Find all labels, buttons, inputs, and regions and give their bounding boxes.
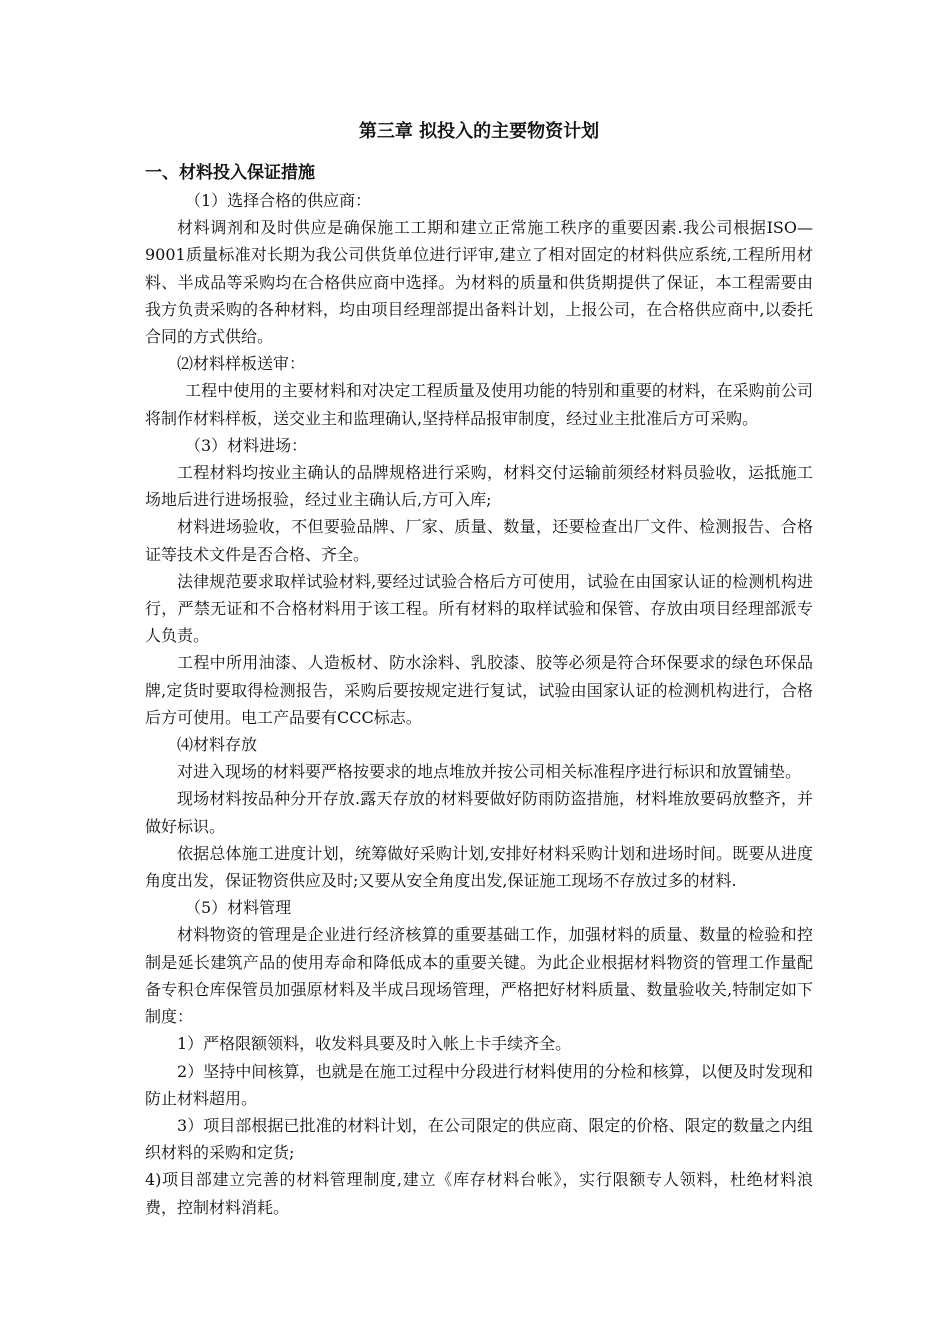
paragraph: 工程材料均按业主确认的品牌规格进行采购，材料交付运输前须经材料员验收，运抵施工场地后进行进场报验，经过业主确认后,方可入库; — [145, 463, 813, 510]
paragraph: 材料调剂和及时供应是确保施工工期和建立正常施工秩序的重要因素.我公司根据ISO—9001质量标准对长期为我公司供货单位进行评审,建立了相对固定的材料供应系统,工程所用材料、半成品等采购均在合格供应商中选择。为材料的质量和供货期提供了保证，本工程需要由我方负责采购的各种材料，均由项目经理部提出备料计划，上报公司，在合格供应商中,以委托合同的方式供给。 — [145, 218, 813, 347]
subheading-material-entry: （3）材料进场： — [185, 435, 308, 455]
rule-item-1: 1）严格限额领料，收发料具要及时入帐上卡手续齐全。 — [177, 1034, 572, 1054]
paragraph: 依据总体施工进度计划，统筹做好采购计划,安排好材料采购计划和进场时间。既要从进度角度出发，保证物资供应及时;又要从安全角度出发,保证施工现场不存放过多的材料. — [145, 843, 813, 891]
paragraph: 现场材料按品种分开存放.露天存放的材料要做好防雨防盗措施，材料堆放要码放整齐，并做好标识。 — [145, 789, 813, 836]
paragraph: 工程中所用油漆、人造板材、防水涂料、乳胶漆、胶等必须是符合环保要求的绿色环保品牌,定货时要取得检测报告，采购后要按规定进行复试，试验由国家认证的检测机构进行，合格后方可使用。电工产品要有CCC标志。 — [145, 653, 813, 727]
paragraph: 工程中使用的主要材料和对决定工程质量及使用功能的特别和重要的材料，在采购前公司将制作材料样板，送交业主和监理确认,坚持样品报审制度，经过业主批准后方可采购。 — [145, 381, 813, 428]
paragraph: 法律规范要求取样试验材料,要经过试验合格后方可使用，试验在由国家认证的检测机构进行，严禁无证和不合格材料用于该工程。所有材料的取样试验和保管、存放由项目经理部派专人负责。 — [145, 571, 813, 646]
section-heading: 一、材料投入保证措施 — [145, 163, 315, 183]
paragraph: 对进入现场的材料要严格按要求的地点堆放并按公司相关标准程序进行标识和放置铺垫。 — [177, 762, 802, 782]
subheading-sample-review: ⑵材料样板送审： — [177, 354, 306, 374]
subheading-management: （5）材料管理 — [185, 898, 292, 918]
paragraph: 材料物资的管理是企业进行经济核算的重要基础工作，加强材料的质量、数量的检验和控制是延长建筑产品的使用寿命和降低成本的重要关键。为此企业根据材料物资的管理工作量配备专积仓库保管员加强原材料及半成吕现场管理，严格把好材料质量、数量验收关,特制定如下制度： — [145, 925, 813, 1027]
chapter-title: 第三章 拟投入的主要物资计划 — [358, 121, 600, 142]
document-page — [145, 118, 813, 1221]
paragraph: 材料进场验收，不但要验品牌、厂家、质量、数量，还要检查出厂文件、检测报告、合格证等技术文件是否合格、齐全。 — [145, 517, 813, 564]
rule-item-4: 4)项目部建立完善的材料管理制度,建立《库存材料台帐》，实行限额专人领料，杜绝材料浪费，控制材料消耗。 — [145, 1170, 813, 1217]
subheading-storage: ⑷材料存放 — [177, 735, 258, 755]
subheading-supplier: （1）选择合格的供应商： — [185, 191, 372, 210]
rule-item-3: 3）项目部根据已批准的材料计划，在公司限定的供应商、限定的价格、限定的数量之内组织材料的采购和定货; — [145, 1115, 813, 1163]
rule-item-2: 2）坚持中间核算，也就是在施工过程中分段进行材料使用的分检和核算，以便及时发现和防止材料超用。 — [145, 1061, 813, 1108]
